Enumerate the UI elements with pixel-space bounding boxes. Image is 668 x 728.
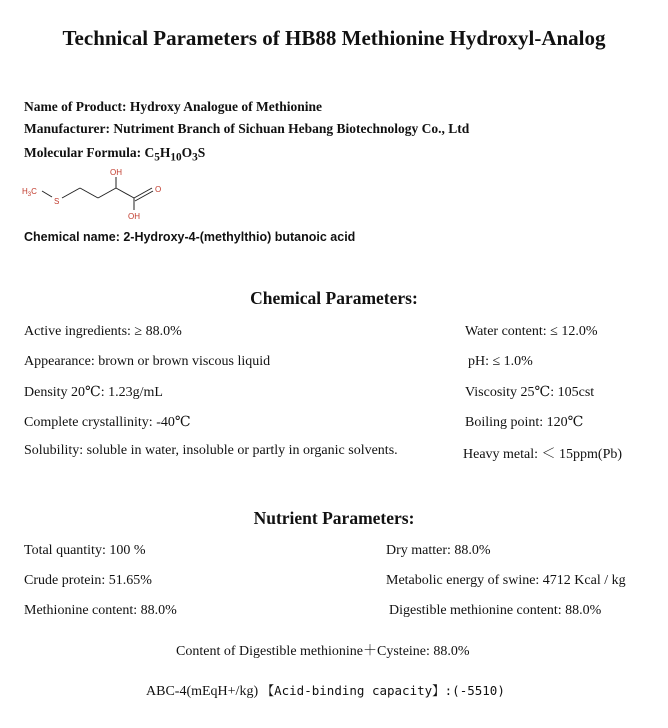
document-title: Technical Parameters of HB88 Methionine Hydroxyl-Analog xyxy=(62,26,606,50)
formula-h-count: 10 xyxy=(170,151,182,164)
abc-4-prefix: ABC-4(mEqH+/kg) xyxy=(146,684,262,699)
nutr-dry-matter: Dry matter: 88.0% xyxy=(386,543,491,558)
chem-active-ingredients: Active ingredients: ≥ 88.0% xyxy=(24,324,182,339)
svg-text:H3C xyxy=(22,187,37,198)
abc-4-line xyxy=(146,681,505,700)
formula-label: Molecular Formula: xyxy=(24,145,145,160)
chem-density: Density 20℃: 1.23g/mL xyxy=(24,385,163,400)
nutr-metabolic-energy: Metabolic energy of swine: 4712 Kcal / kg xyxy=(386,573,626,588)
chem-boiling-point: Boiling point: 120℃ xyxy=(465,415,584,430)
chem-water-content: Water content: ≤ 12.0% xyxy=(465,324,598,339)
chemical-parameters-heading: Chemical Parameters: xyxy=(250,288,418,308)
sulfur-atom: S xyxy=(54,197,60,206)
nutrient-parameters-heading: Nutrient Parameters: xyxy=(253,508,415,528)
chem-crystallinity: Complete crystallinity: -40℃ xyxy=(24,415,191,430)
carbonyl-oxygen: O xyxy=(155,185,162,194)
formula-h: H xyxy=(159,145,171,160)
h3c-c: C xyxy=(31,187,37,196)
formula-c-count: 5 xyxy=(154,151,160,164)
nutr-total-quantity: Total quantity: 100 % xyxy=(24,543,146,558)
formula-c: C xyxy=(144,145,155,160)
hydroxyl-top: OH xyxy=(110,168,122,177)
nutr-crude-protein: Crude protein: 51.65% xyxy=(24,573,152,588)
chem-ph: pH: ≤ 1.0% xyxy=(468,354,533,369)
formula-o-count: 3 xyxy=(192,151,198,164)
chem-viscosity: Viscosity 25℃: 105cst xyxy=(465,385,595,400)
h3c-3: 3 xyxy=(27,192,32,198)
nutr-methionine-cysteine: Content of Digestible methionine＋Cysteine: 88.0% xyxy=(176,644,470,659)
product-name: Name of Product: Hydroxy Analogue of Methionine xyxy=(24,99,322,114)
formula-o: O xyxy=(181,145,193,160)
chemical-name: Chemical name: 2-Hydroxy-4-(methylthio) butanoic acid xyxy=(24,230,356,244)
molecular-formula xyxy=(24,145,205,164)
nutr-digestible-methionine: Digestible methionine content: 88.0% xyxy=(389,603,602,618)
hydroxyl-bottom: OH xyxy=(128,212,140,221)
nutr-methionine-content: Methionine content: 88.0% xyxy=(24,603,177,618)
chemical-structure-diagram xyxy=(22,166,182,228)
formula-s: S xyxy=(197,145,206,160)
chem-appearance: Appearance: brown or brown viscous liquid xyxy=(24,354,271,369)
chem-heavy-metal: Heavy metal: ＜ 15ppm(Pb) xyxy=(463,447,623,462)
acid-binding-capacity: 【Acid-binding capacity】:(-5510) xyxy=(261,683,505,698)
chem-solubility: Solubility: soluble in water, insoluble or partly in organic solvents. xyxy=(24,443,398,458)
manufacturer: Manufacturer: Nutriment Branch of Sichuan Hebang Biotechnology Co., Ltd xyxy=(24,121,470,136)
h3c-h: H xyxy=(22,187,28,196)
